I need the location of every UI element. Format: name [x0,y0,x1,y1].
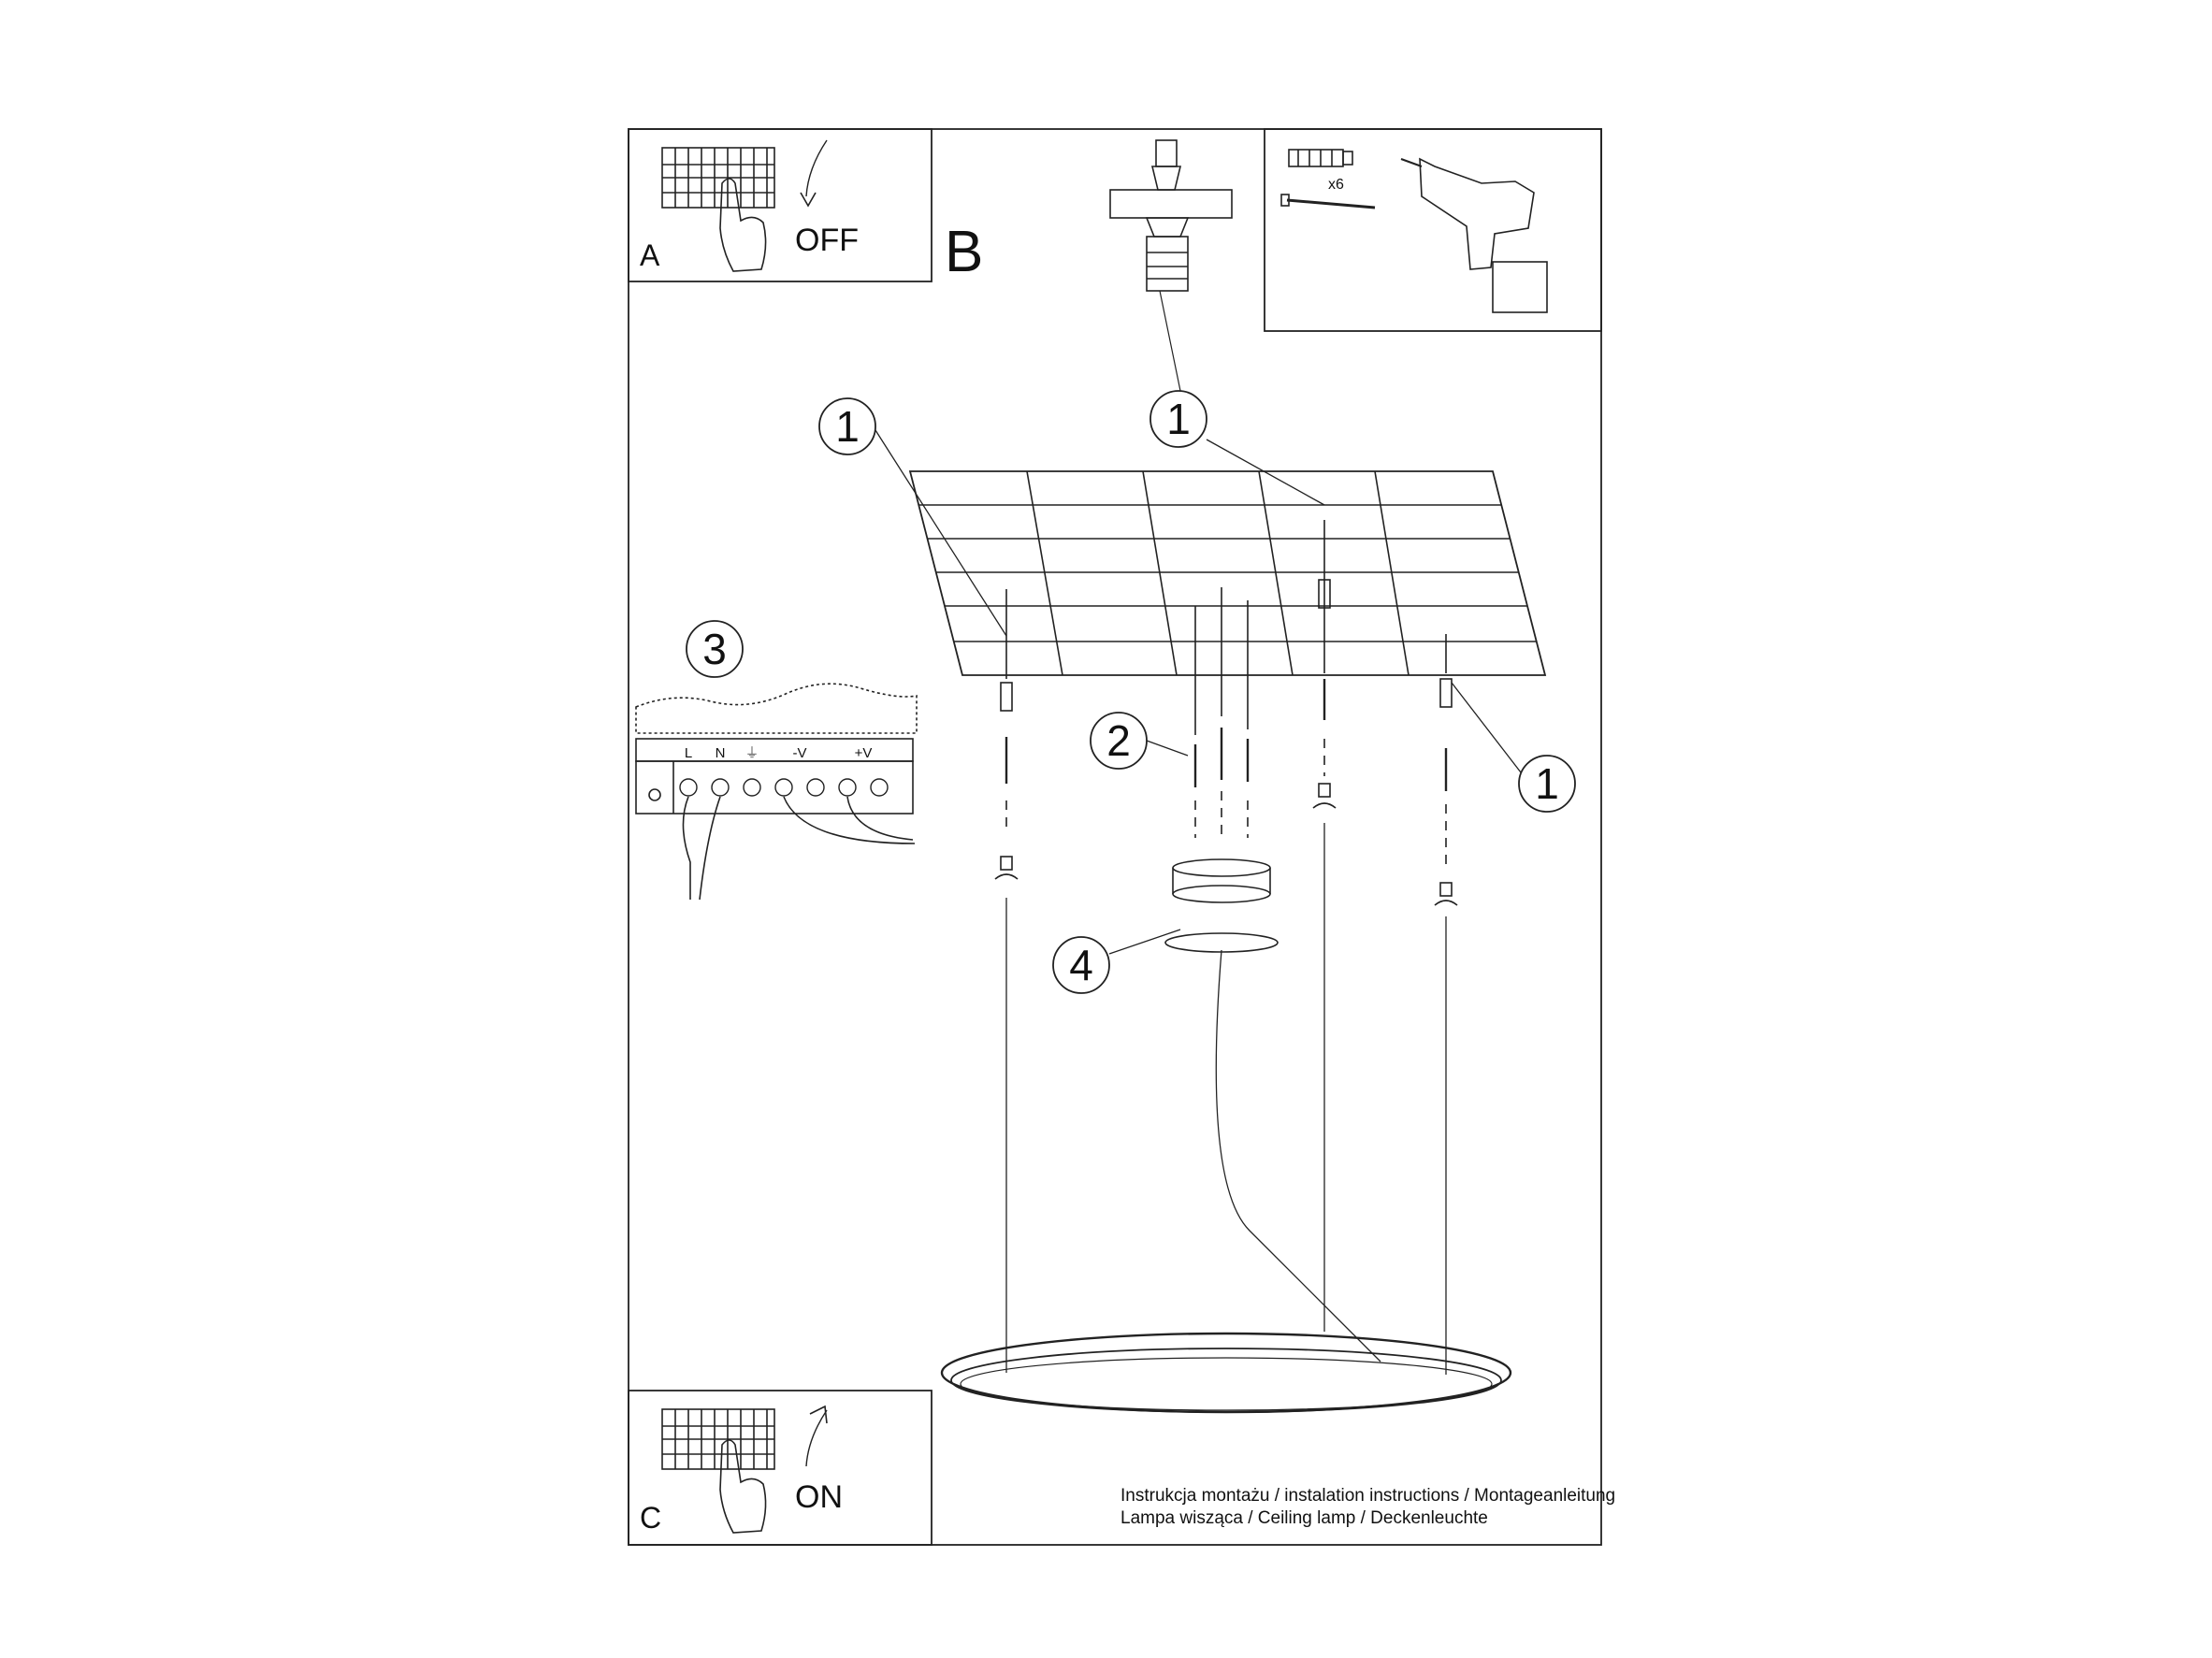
terminal-label-n: N [715,745,726,761]
footer-line-2: Lampa wisząca / Ceiling lamp / Deckenleuchte [1120,1508,1488,1528]
footer-line-1: Instrukcja montażu / instalation instructions / Montageanleitung [1120,1486,1616,1506]
panel-a-letter: A [640,238,660,272]
callout-4: 4 [1069,941,1093,989]
anchor-detail-icon [1110,140,1232,391]
screw-icon [1281,195,1375,208]
panel-tools-frame [1265,129,1601,331]
tool-quantity: x6 [1328,177,1344,193]
panel-c-frame [629,1391,932,1545]
ring-lamp [942,1334,1511,1412]
callout-1-center: 1 [1166,395,1191,443]
terminal-block [636,684,917,900]
drill-icon [1401,159,1547,312]
panel-a-frame [629,129,932,281]
callout-3: 3 [702,625,727,673]
callout-1-right: 1 [1535,759,1559,808]
terminal-label-l: L [684,745,693,761]
ceiling-grid [910,471,1545,675]
canopy [1165,859,1278,952]
mounting-hardware [995,520,1457,905]
panel-a-off-label: OFF [795,223,859,258]
panel-c-letter: C [640,1501,662,1535]
terminal-label-minus-v: -V [792,745,807,761]
footer-caption [1120,1485,1615,1530]
terminal-label-earth: ⏚ [745,745,759,761]
panel-b-letter: B [945,220,984,284]
outer-frame [629,129,1601,1545]
suspension-cables [1006,823,1446,1375]
wall-plug-icon [1289,150,1352,166]
terminal-label-plus-v: +V [854,745,873,761]
callout-2: 2 [1106,716,1131,765]
callout-circles [684,391,1575,993]
panel-c-on-label: ON [795,1479,843,1515]
callout-1-left: 1 [835,402,860,451]
